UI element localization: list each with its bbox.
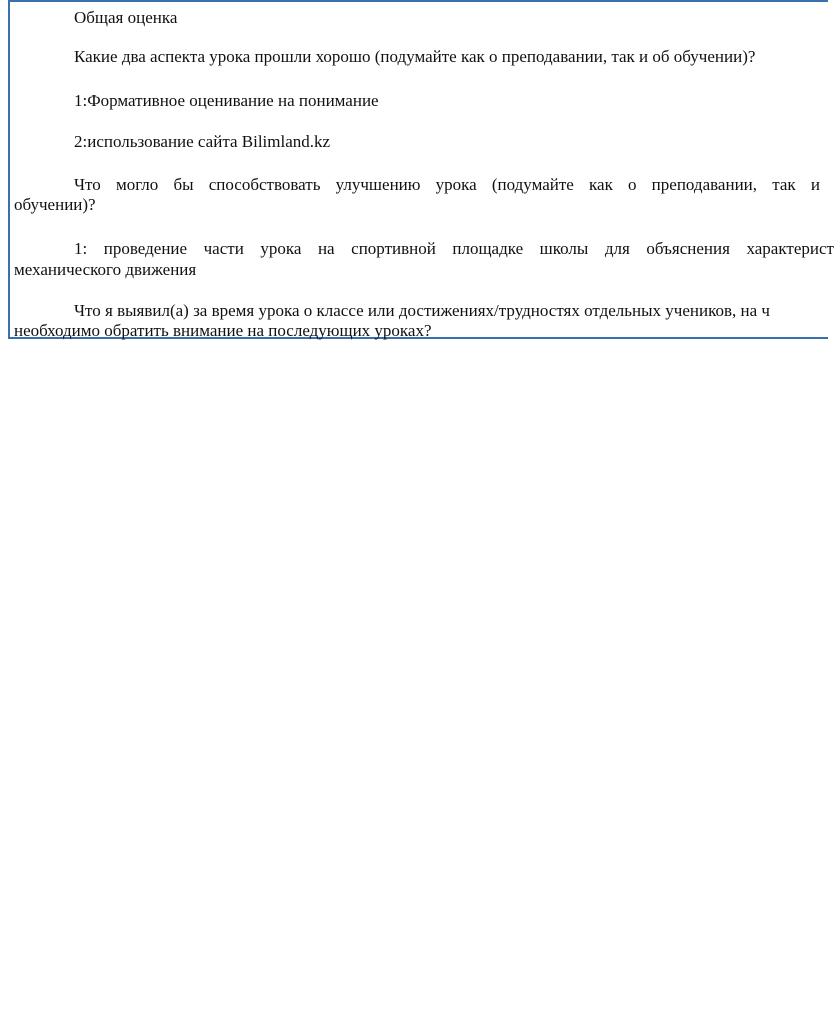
word: спортивной [351,239,436,258]
word: о [628,175,637,194]
answer-improve-words [74,239,834,259]
question-went-well: Какие два аспекта урока прошли хорошо (подумайте как о преподавании, так и об обучении)? [74,47,756,66]
question-improve-line2: обучении)? [14,195,96,214]
answer-improve-line1 [74,239,834,259]
word: (подумайте [491,175,574,194]
word: на [317,239,335,258]
word: могло [115,175,159,194]
word: школы [539,239,589,258]
answer-improve-line2: механического движения [14,260,197,279]
assessment-frame [8,0,834,340]
word: урока [260,239,302,258]
word: площадке [452,239,524,258]
question-findings-line1: Что я выявил(а) за время урока о классе или достижениях/трудностях отдельных учеников, на ч [74,301,770,320]
word: улучшению [335,175,421,194]
question-findings-line2: необходимо обратить внимание на последующих уроках? [14,321,432,340]
word: объяснения [646,239,730,258]
question-improve-line1 [74,175,820,195]
answer-went-well-1: 1:Формативное оценивание на понимание [74,91,379,110]
question-improve-words [74,175,820,195]
answer-went-well-2: 2:использование сайта Bilimland.kz [74,132,331,151]
word: и [810,175,820,194]
word: способствовать [208,175,321,194]
word: так [772,175,796,194]
word: как [589,175,613,194]
word: бы [173,175,194,194]
word: 1: [74,239,88,258]
word: части [203,239,244,258]
word: Что [74,175,101,194]
word: преподавании, [651,175,758,194]
section-heading: Общая оценка [74,8,178,27]
word: проведение [103,239,188,258]
word: характерист [746,239,834,258]
word: для [604,239,630,258]
word: урока [435,175,477,194]
